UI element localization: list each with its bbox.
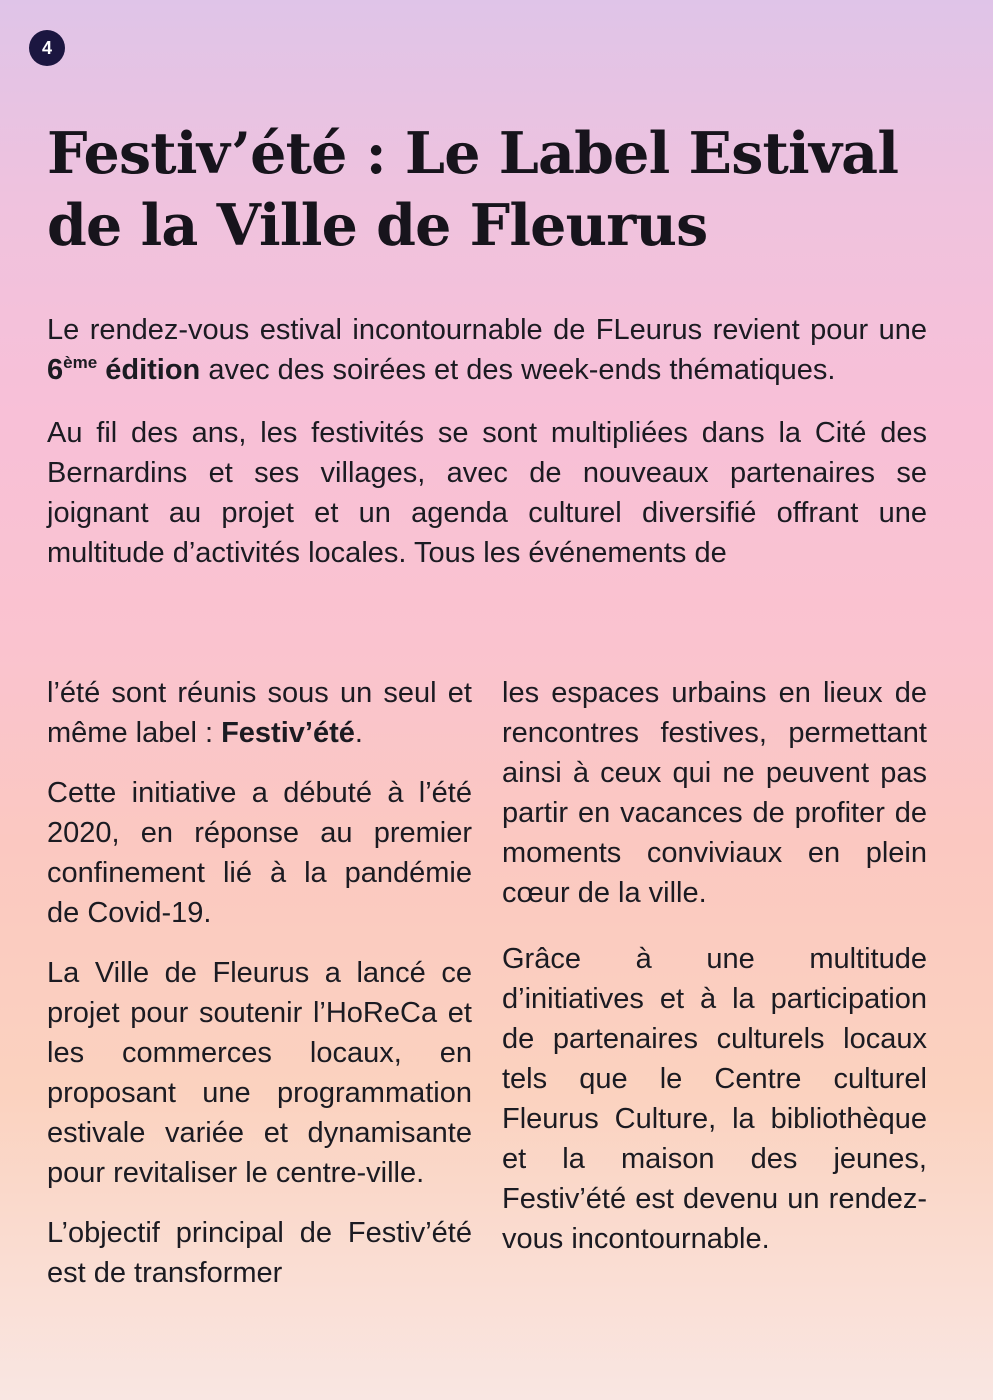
page-title <box>47 118 947 262</box>
intro-paragraph-2: Au fil des ans, les festivités se sont multipliées dans la Cité des Bernardins et ses villages, avec de nouveaux partenaires se joignant au projet et un agenda culturel diversifié offrant une multitude d’activités locales. Tous les événements de <box>47 417 927 569</box>
title-line-1: Festiv’été : Le Label Estival <box>47 120 899 187</box>
left-paragraph-3: La Ville de Fleurus a lancé ce projet pour soutenir l’HoReCa et les commerces locaux, en proposant une programmation estivale variée et dynamisante pour revitaliser le centre-ville. <box>47 957 472 1189</box>
right-paragraph-2: Grâce à une multitude d’initiatives et à la participation de partenaires culturels locaux tels que le Centre culturel Fleurus Culture, la bibliothèque et la maison des jeunes, Festiv’été est devenu un rendez-vous incontournable. <box>502 943 927 1255</box>
right-column <box>502 673 927 1279</box>
left-column <box>47 673 472 1313</box>
edition-highlight: 6ème édition <box>47 353 201 386</box>
page-number-badge: 4 <box>29 30 65 66</box>
title-line-2: de la Ville de Fleurus <box>47 192 708 259</box>
label-name: Festiv’été <box>221 717 355 749</box>
intro-section <box>47 310 927 596</box>
left-paragraph-4: L’objectif principal de Festiv’été est de transformer <box>47 1217 472 1289</box>
left-paragraph-1: l’été sont réunis sous un seul et même label : Festiv’été. <box>47 677 472 749</box>
right-paragraph-1: les espaces urbains en lieux de rencontres festives, permettant ainsi à ceux qui ne peuvent pas partir en vacances de profiter de moments conviviaux en plein cœur de la ville. <box>502 677 927 909</box>
intro-paragraph-1: Le rendez-vous estival incontournable de FLeurus revient pour une 6ème édition avec des soirées et des week-ends thématiques. <box>47 314 927 386</box>
left-paragraph-2: Cette initiative a débuté à l’été 2020, en réponse au premier confinement lié à la pandémie de Covid-19. <box>47 777 472 929</box>
